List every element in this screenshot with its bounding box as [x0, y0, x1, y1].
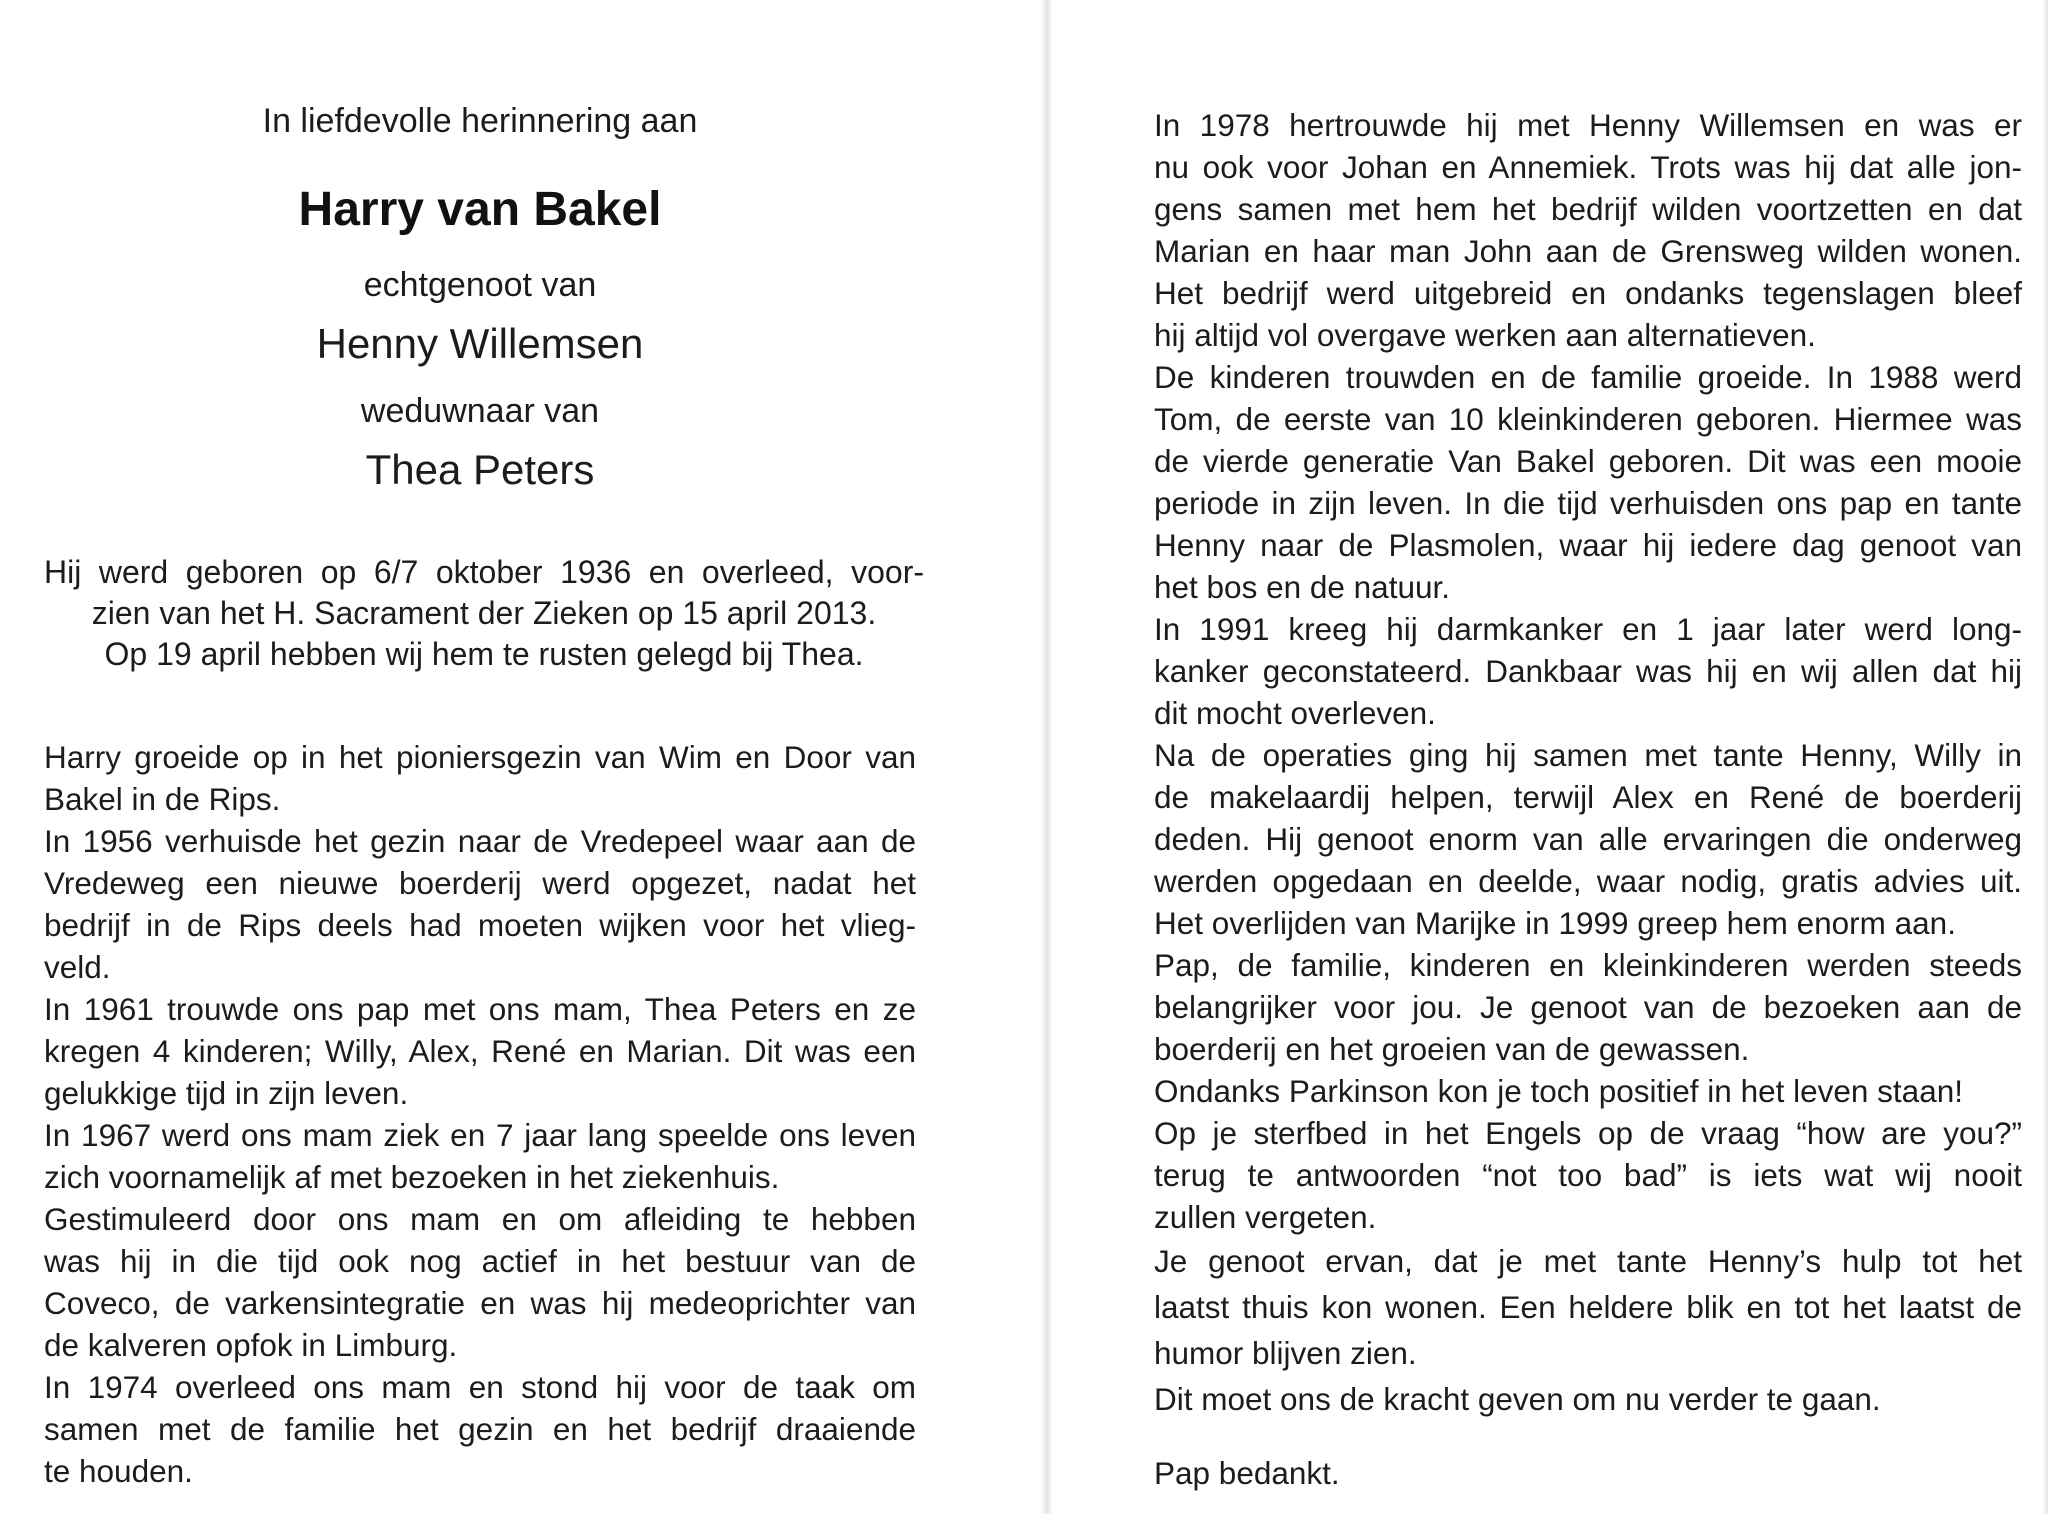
body-line: Het overlijden van Marijke in 1999 greep hem enorm aan.	[1154, 905, 1956, 941]
body-line: kregen 4 kinderen; Willy, Alex, René en Marian. Dit was een	[44, 1033, 916, 1069]
body-line: nu ook voor Johan en Annemiek. Trots was hij dat alle jon-	[1154, 149, 2022, 185]
body-line: veld.	[44, 949, 111, 985]
body-line: In 1974 overleed ons mam en stond hij voor de taak om	[44, 1369, 916, 1405]
body-line: Dit moet ons de kracht geven om nu verder te gaan.	[1154, 1381, 1881, 1417]
body-line: zullen vergeten.	[1154, 1199, 1377, 1235]
birth-line: Hij werd geboren op 6/7 oktober 1936 en overleed, voor-	[44, 554, 924, 590]
body-line: Ondanks Parkinson kon je toch positief in het leven staan!	[1154, 1073, 1963, 1109]
late-wife-name: Thea Peters	[365, 446, 595, 493]
body-line: In 1956 verhuisde het gezin naar de Vredepeel waar aan de	[44, 823, 916, 859]
body-line: Henny naar de Plasmolen, waar hij iedere dag genoot van	[1154, 527, 2022, 563]
body-line: laatst thuis kon wonen. Een heldere blik en tot het laatst de	[1154, 1289, 2022, 1325]
body-line: boerderij en het groeien van de gewassen.	[1154, 1031, 1750, 1067]
body-line: Harry groeide op in het pioniersgezin van Wim en Door van	[44, 739, 916, 775]
closing-line: Pap bedankt.	[1154, 1455, 1340, 1491]
body-line: periode in zijn leven. In die tijd verhuisden ons pap en tante	[1154, 485, 2022, 521]
deceased-name: Harry van Bakel	[298, 183, 662, 236]
body-line: zich voornamelijk af met bezoeken in het ziekenhuis.	[44, 1159, 780, 1195]
body-line: Op je sterfbed in het Engels op de vraag “how are you?”	[1154, 1115, 2022, 1151]
body-line: was hij in die tijd ook nog actief in het bestuur van de	[44, 1243, 916, 1279]
body-line: In 1978 hertrouwde hij met Henny Willemsen en was er	[1154, 107, 2022, 143]
body-line: werden opgedaan en deelde, waar nodig, gratis advies uit.	[1154, 863, 2022, 899]
body-line: De kinderen trouwden en de familie groeide. In 1988 werd	[1154, 359, 2022, 395]
birth-line: Op 19 april hebben wij hem te rusten gelegd bij Thea.	[104, 636, 864, 672]
body-line: Coveco, de varkensintegratie en was hij medeoprichter van	[44, 1285, 916, 1321]
body-line: hij altijd vol overgave werken aan alternatieven.	[1154, 317, 1816, 353]
body-line: terug te antwoorden “not too bad” is iets wat wij nooit	[1154, 1157, 2022, 1193]
body-line: de kalveren opfok in Limburg.	[44, 1327, 458, 1363]
body-line: In 1961 trouwde ons pap met ons mam, Thea Peters en ze	[44, 991, 916, 1027]
widower-label: weduwnaar van	[360, 392, 600, 430]
body-line: dit mocht overleven.	[1154, 695, 1436, 731]
body-line: humor blijven zien.	[1154, 1335, 1417, 1371]
spouse-name: Henny Willemsen	[316, 320, 644, 367]
body-line: samen met de familie het gezin en het bedrijf draaiende	[44, 1411, 916, 1447]
card-edge	[2042, 0, 2048, 1514]
body-line: gens samen met hem het bedrijf wilden voortzetten en dat	[1154, 191, 2022, 227]
body-line: de makelaardij helpen, terwijl Alex en René de boerderij	[1154, 779, 2022, 815]
body-line: In 1967 werd ons mam ziek en 7 jaar lang speelde ons leven	[44, 1117, 916, 1153]
body-line: Je genoot ervan, dat je met tante Henny’s hulp tot het	[1154, 1243, 2022, 1279]
body-line: deden. Hij genoot enorm van alle ervaringen die onderweg	[1154, 821, 2022, 857]
body-line: het bos en de natuur.	[1154, 569, 1450, 605]
body-line: Gestimuleerd door ons mam en om afleiding te hebben	[44, 1201, 916, 1237]
body-line: te houden.	[44, 1453, 193, 1489]
body-line: Tom, de eerste van 10 kleinkinderen geboren. Hiermee was	[1154, 401, 2022, 437]
body-line: kanker geconstateerd. Dankbaar was hij en wij allen dat hij	[1154, 653, 2022, 689]
birth-line: zien van het H. Sacrament der Zieken op 15 april 2013.	[91, 595, 877, 631]
body-line: gelukkige tijd in zijn leven.	[44, 1075, 409, 1111]
body-line: In 1991 kreeg hij darmkanker en 1 jaar later werd long-	[1154, 611, 2022, 647]
body-line: Pap, de familie, kinderen en kleinkinderen werden steeds	[1154, 947, 2022, 983]
intro-line: In liefdevolle herinnering aan	[262, 102, 698, 140]
body-line: Het bedrijf werd uitgebreid en ondanks tegenslagen bleef	[1154, 275, 2022, 311]
body-line: Bakel in de Rips.	[44, 781, 281, 817]
body-line: bedrijf in de Rips deels had moeten wijken voor het vlieg-	[44, 907, 916, 943]
body-line: Na de operaties ging hij samen met tante Henny, Willy in	[1154, 737, 2022, 773]
page-fold	[1040, 0, 1052, 1514]
spouse-label: echtgenoot van	[363, 266, 597, 304]
body-line: belangrijker voor jou. Je genoot van de bezoeken aan de	[1154, 989, 2022, 1025]
body-line: de vierde generatie Van Bakel geboren. Dit was een mooie	[1154, 443, 2022, 479]
body-line: Marian en haar man John aan de Grensweg wilden wonen.	[1154, 233, 2022, 269]
body-line: Vredeweg een nieuwe boerderij werd opgezet, nadat het	[44, 865, 916, 901]
